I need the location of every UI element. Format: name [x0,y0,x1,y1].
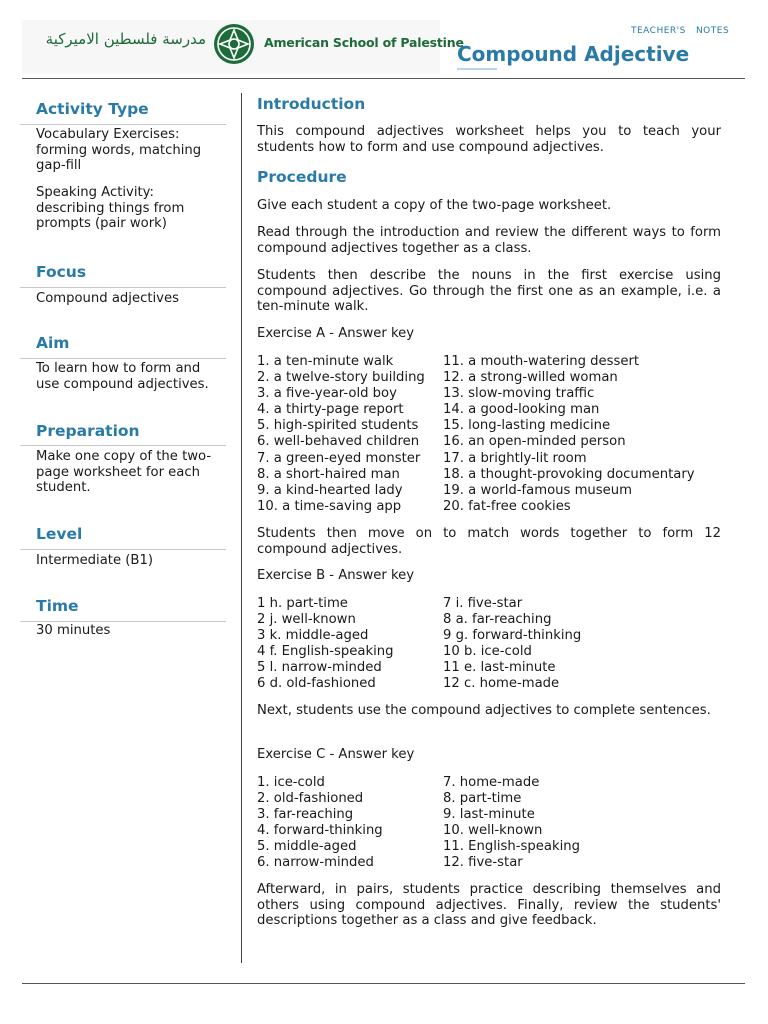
bottom-divider [22,983,745,984]
answer-item: 7. a green-eyed monster [257,450,421,466]
school-name-arabic: مدرسة فلسطين الاميركية [45,30,206,48]
answers-left [257,775,443,872]
exercise-a-answers [257,354,721,516]
answer-item: 8. part-time [443,791,522,807]
divider [20,549,226,550]
page-title: Compound Adjective [457,42,690,66]
answer-item: 2. old-fashioned [257,791,364,807]
answer-item: 7 i. five-star [443,596,523,611]
exercise-c-answers [257,775,721,873]
level-text: Intermediate (B1) [36,553,154,568]
exercise-a-label: Exercise A - Answer key [257,326,415,341]
procedure-paragraph: Next, students use the compound adjectives to complete sentences. [257,703,711,718]
answer-item: 19. a world-famous museum [443,482,632,498]
procedure-paragraph: Students then describe the nouns in the first exercise using compound adjectives. Go through the first one as an example, i.e. a ten-minute walk. [257,268,721,314]
answer-item: 5. middle-aged [257,839,357,855]
column-divider [241,93,242,963]
answer-item: 2 j. well-known [257,612,356,628]
answer-item: 15. long-lasting medicine [443,418,611,434]
answers-right [443,596,721,693]
answer-item: 9 g. forward-thinking [443,628,582,644]
answer-item: 7. home-made [443,775,540,790]
aim-text: To learn how to form and use compound adjectives. [36,361,209,392]
answer-item: 16. an open-minded person [443,434,626,450]
activity-type-text-2: Speaking Activity: describing things from prompts (pair work) [36,185,185,231]
activity-type-text: Vocabulary Exercises: forming words, matching gap-fill [36,127,202,173]
introduction-heading: Introduction [257,95,366,113]
activity-type-heading: Activity Type [36,100,149,118]
answer-item: 9. a kind-hearted lady [257,482,403,498]
divider [20,287,226,288]
level-heading: Level [36,525,83,543]
answers-right [443,354,721,515]
answer-item: 3. a five-year-old boy [257,386,397,402]
answer-item: 2. a twelve-story building [257,370,425,386]
answer-item: 6 d. old-fashioned [257,676,376,692]
focus-text: Compound adjectives [36,291,179,306]
school-emblem-icon [212,22,256,66]
procedure-paragraph: Read through the introduction and review the different ways to form compound adjectives together as a class. [257,225,721,256]
answer-item: 9. last-minute [443,807,535,823]
title-underline [457,68,497,70]
answer-item: 10 b. ice-cold [443,644,532,660]
answer-item: 5. high-spirited students [257,418,419,434]
focus-heading: Focus [36,263,87,281]
answer-item: 8. a short-haired man [257,466,400,482]
divider [20,445,226,446]
answers-left [257,596,443,693]
answer-item: 12 c. home-made [443,676,560,692]
answer-item: 14. a good-looking man [443,402,600,418]
answer-item: 11 e. last-minute [443,660,556,676]
time-text: 30 minutes [36,623,111,638]
answer-item: 13. slow-moving traffic [443,386,595,402]
teachers-notes-label: TEACHER'S NOTES [631,26,730,36]
answers-right [443,775,721,872]
school-name-english: American School of Palestine [264,35,464,50]
answer-item: 5 l. narrow-minded [257,660,382,676]
time-heading: Time [36,597,79,615]
answer-item: 8 a. far-reaching [443,612,552,628]
answer-item: 12. a strong-willed woman [443,370,618,386]
answer-item: 10. a time-saving app [257,498,402,514]
answer-item: 4. forward-thinking [257,823,383,839]
exercise-c-label: Exercise C - Answer key [257,747,415,762]
top-divider [22,78,745,79]
exercise-b-label: Exercise B - Answer key [257,568,415,583]
exercise-b-answers [257,596,721,694]
divider [20,124,226,125]
answer-item: 17. a brightly-lit room [443,450,587,466]
preparation-text: Make one copy of the two-page worksheet for each student. [36,449,212,495]
answer-item: 10. well-known [443,823,543,839]
answer-item: 11. English-speaking [443,839,581,855]
answer-item: 3 k. middle-aged [257,628,369,644]
answer-item: 20. fat-free cookies [443,498,571,514]
answer-item: 11. a mouth-watering dessert [443,354,640,369]
answer-item: 1 h. part-time [257,596,348,611]
answer-item: 1. a ten-minute walk [257,354,394,369]
answer-item: 3. far-reaching [257,807,354,823]
aim-heading: Aim [36,334,70,352]
preparation-heading: Preparation [36,422,140,440]
procedure-paragraph: Students then move on to match words together to form 12 compound adjectives. [257,526,721,557]
divider [20,358,226,359]
divider [20,621,226,622]
answer-item: 6. narrow-minded [257,855,374,871]
answers-left [257,354,443,515]
procedure-paragraph: Give each student a copy of the two-page worksheet. [257,198,612,213]
answer-item: 6. well-behaved children [257,434,420,450]
procedure-paragraph: Afterward, in pairs, students practice describing themselves and others using compound adjectives. Finally, review the students' descriptions together as a class and give feedback. [257,882,721,928]
answer-item: 18. a thought-provoking documentary [443,466,695,482]
procedure-heading: Procedure [257,168,347,186]
answer-item: 1. ice-cold [257,775,325,790]
answer-item: 4 f. English-speaking [257,644,394,660]
answer-item: 12. five-star [443,855,523,871]
answer-item: 4. a thirty-page report [257,402,404,418]
introduction-text: This compound adjectives worksheet helps you to teach your students how to form and use compound adjectives. [257,124,721,155]
